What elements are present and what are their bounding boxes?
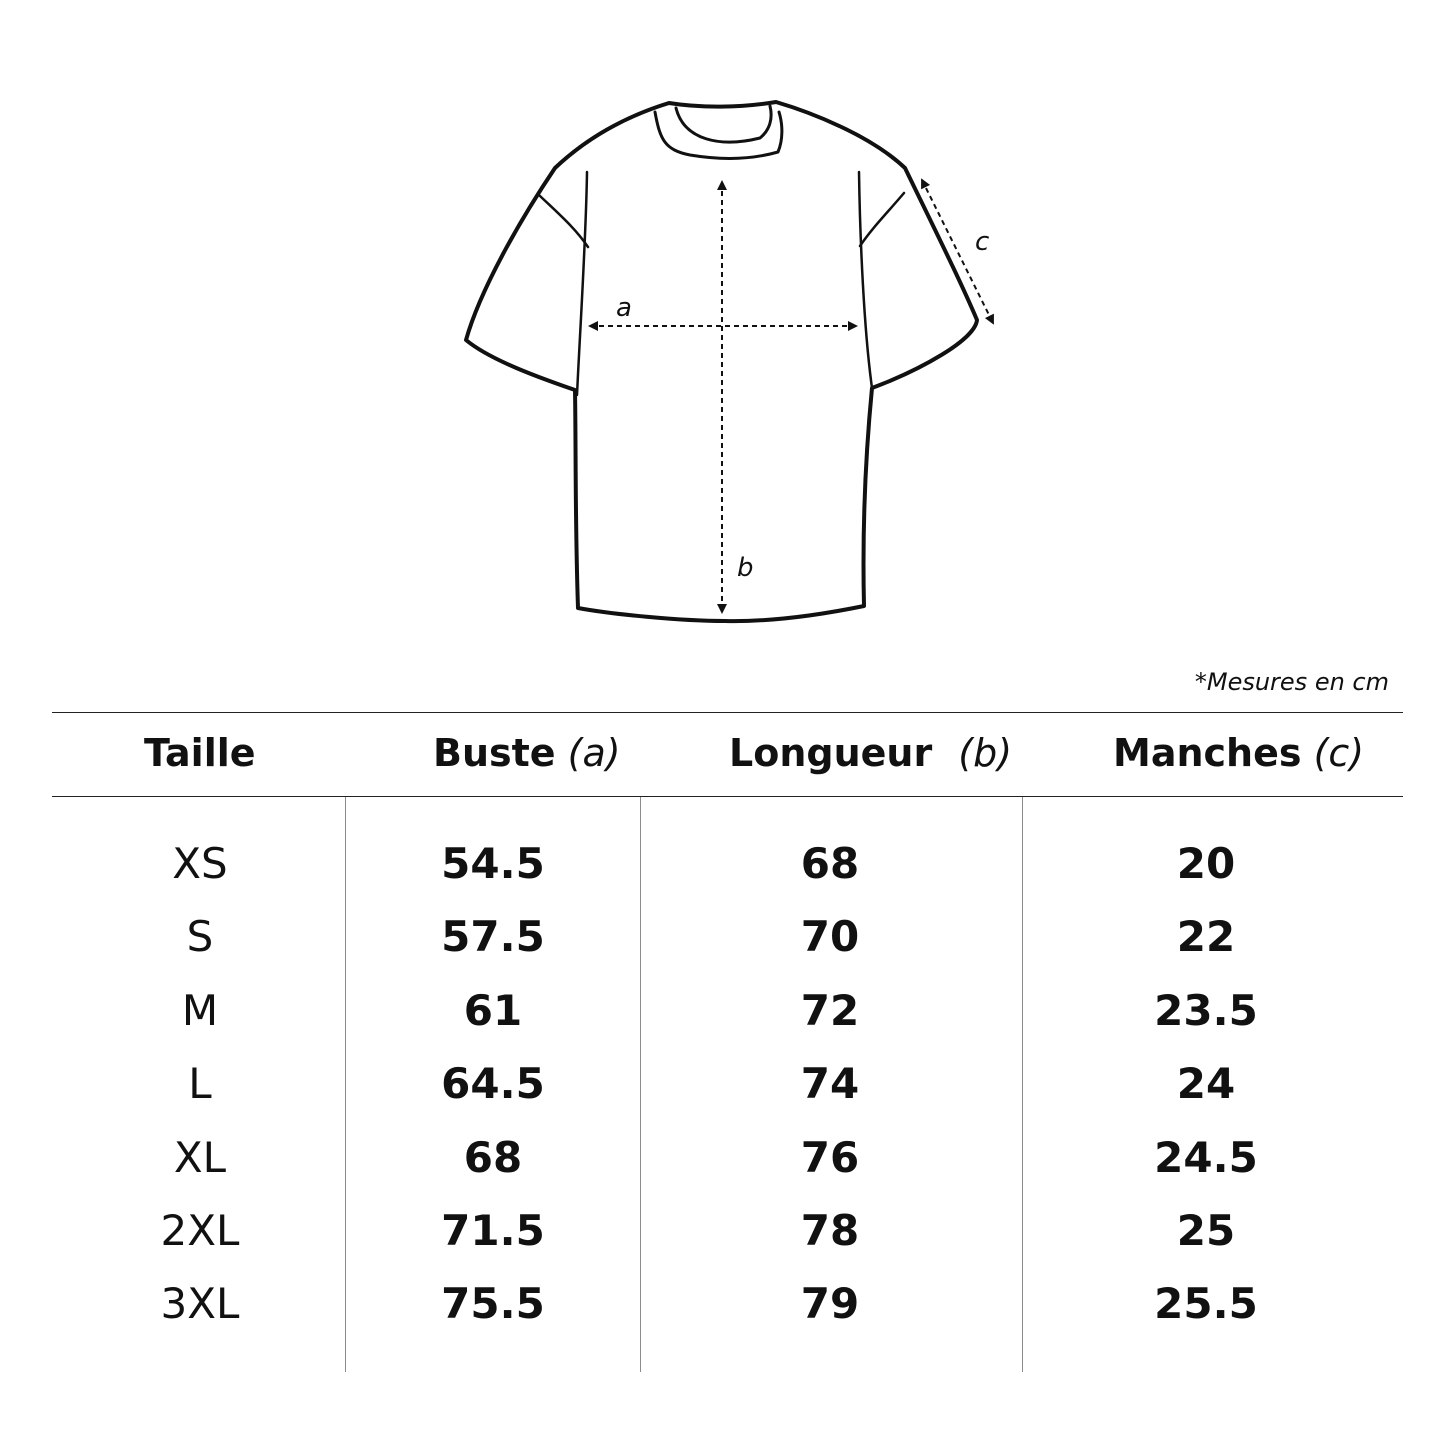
header-bust-label: Buste	[433, 731, 556, 775]
bust-cell: 75.5	[441, 1279, 545, 1328]
length-cell: 68	[800, 839, 860, 888]
bust-cell: 68	[463, 1133, 523, 1182]
label-b: b	[737, 553, 754, 583]
header-sleeve-ref: (c)	[1313, 731, 1365, 775]
size-cell: L	[188, 1059, 212, 1108]
size-cell: 3XL	[160, 1279, 240, 1328]
size-cell: 2XL	[160, 1206, 240, 1255]
table-top-rule	[52, 712, 1403, 713]
units-note: *Mesures en cm	[1194, 668, 1389, 696]
size-cell: M	[181, 986, 219, 1035]
measure-lines	[590, 180, 993, 612]
label-c: c	[975, 227, 990, 257]
size-cell: XL	[173, 1133, 227, 1182]
bust-cell: 64.5	[441, 1059, 545, 1108]
bust-cell: 71.5	[441, 1206, 545, 1255]
header-bust-ref: (a)	[567, 731, 621, 775]
header-sleeve	[1113, 728, 1364, 778]
header-size	[144, 728, 256, 778]
sleeve-cell: 25.5	[1154, 1279, 1258, 1328]
header-size-label: Taille	[144, 731, 256, 775]
length-cell: 79	[800, 1279, 860, 1328]
bust-cell: 61	[463, 986, 523, 1035]
header-bust	[433, 728, 621, 778]
sleeve-cell: 24.5	[1154, 1133, 1258, 1182]
sleeve-cell: 24	[1176, 1059, 1236, 1108]
length-cell: 70	[800, 912, 860, 961]
length-cell: 76	[800, 1133, 860, 1182]
length-cell: 74	[800, 1059, 860, 1108]
bust-cell: 57.5	[441, 912, 545, 961]
sleeve-cell: 20	[1176, 839, 1236, 888]
bust-cell: 54.5	[441, 839, 545, 888]
length-cell: 78	[800, 1206, 860, 1255]
header-length	[729, 728, 1012, 778]
table-header-rule	[52, 796, 1403, 797]
header-sleeve-label: Manches	[1113, 731, 1302, 775]
header-length-label: Longueur	[729, 731, 933, 775]
column-divider	[1022, 797, 1023, 1372]
length-cell: 72	[800, 986, 860, 1035]
label-a: a	[616, 293, 632, 323]
size-cell: S	[186, 912, 214, 961]
header-length-ref: (b)	[958, 731, 1013, 775]
sleeve-cell: 23.5	[1154, 986, 1258, 1035]
size-cell: XS	[172, 839, 228, 888]
tshirt-diagram	[0, 0, 1445, 700]
sleeve-cell: 22	[1176, 912, 1236, 961]
sleeve-cell: 25	[1176, 1206, 1236, 1255]
